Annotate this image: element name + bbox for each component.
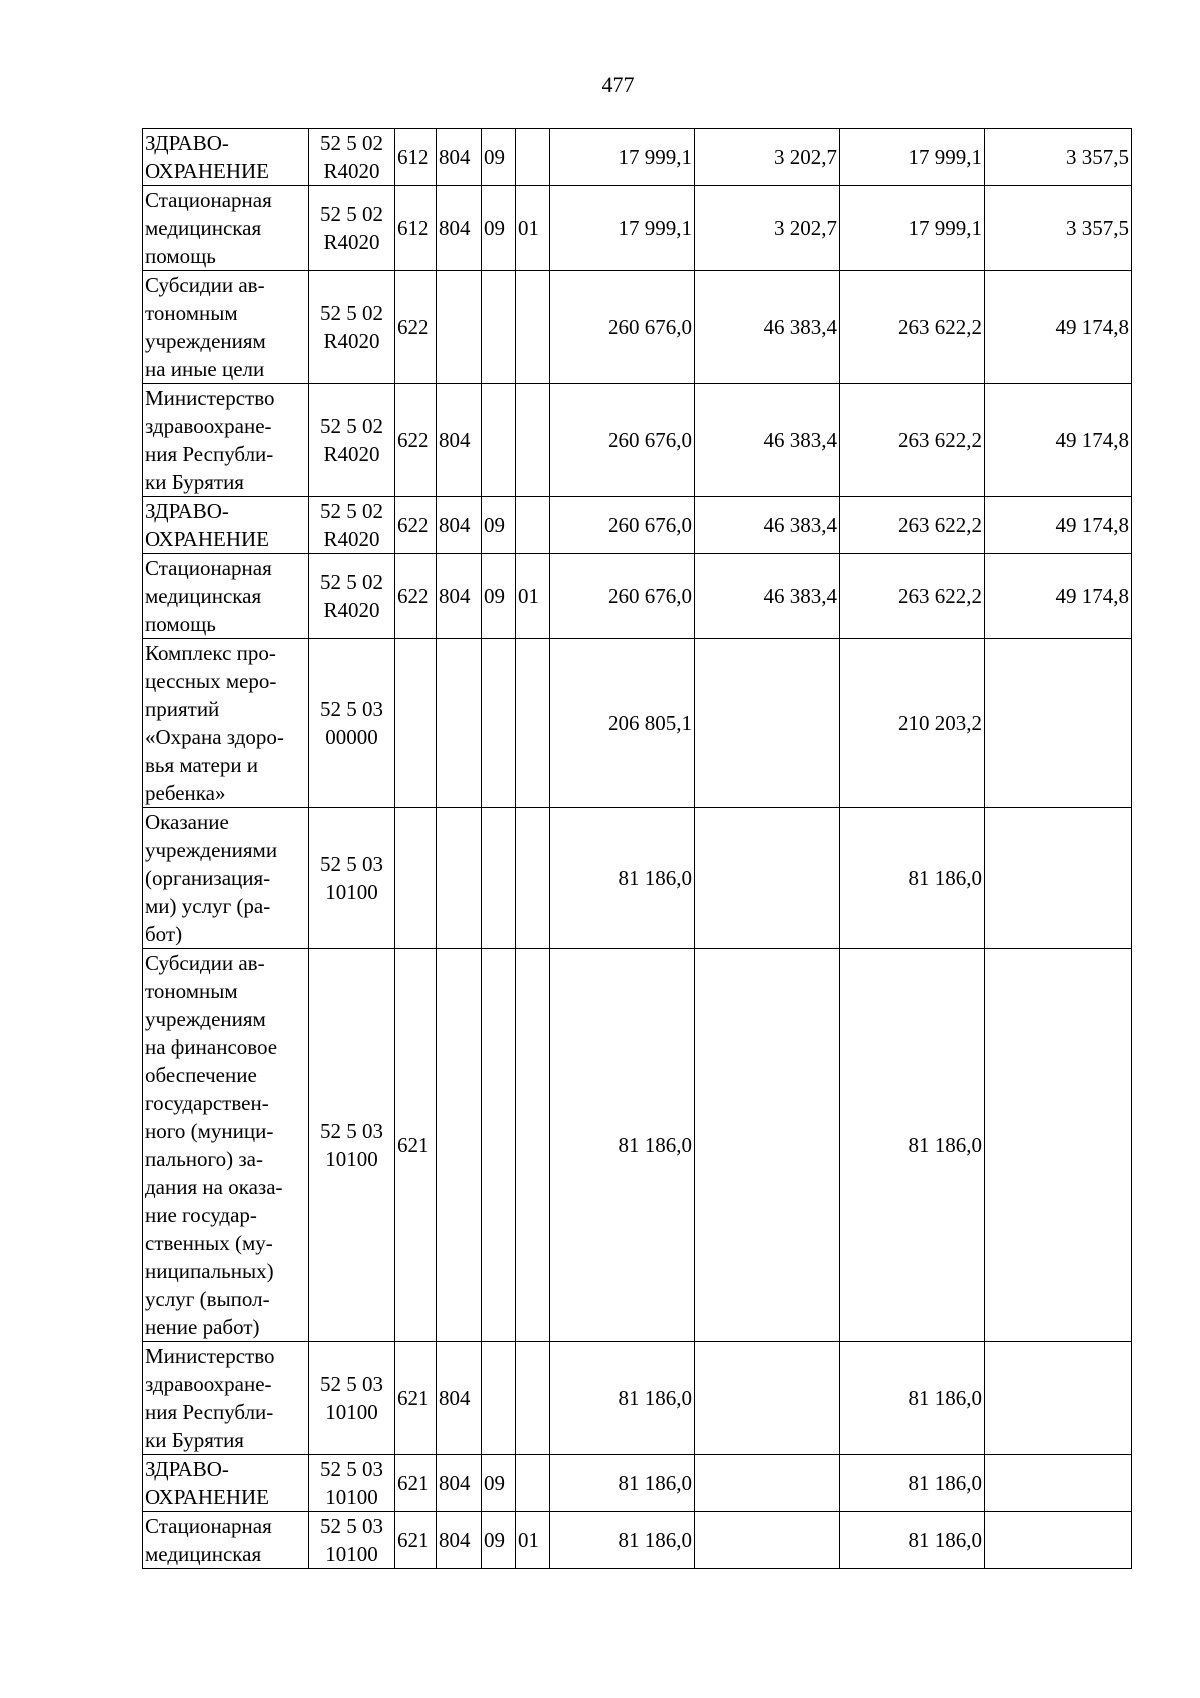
- amount-2: 46 383,4: [695, 271, 840, 384]
- table-row: [143, 186, 1132, 271]
- amount-1: 260 676,0: [550, 384, 695, 497]
- amount-2: 46 383,4: [695, 384, 840, 497]
- administrator-code: 804: [437, 186, 482, 271]
- amount-3: 81 186,0: [840, 808, 985, 949]
- section-code: [482, 384, 516, 497]
- expense-type-code: [395, 808, 437, 949]
- amount-4: 3 357,5: [985, 129, 1132, 186]
- amount-3: 17 999,1: [840, 129, 985, 186]
- amount-2: 46 383,4: [695, 554, 840, 639]
- amount-1: 17 999,1: [550, 129, 695, 186]
- expense-type-code: 622: [395, 271, 437, 384]
- table-row: [143, 1512, 1132, 1569]
- section-code: [482, 949, 516, 1342]
- amount-1: 81 186,0: [550, 949, 695, 1342]
- section-code: 09: [482, 129, 516, 186]
- section-code: [482, 639, 516, 808]
- table-row: [143, 949, 1132, 1342]
- amount-3: 263 622,2: [840, 384, 985, 497]
- amount-4: 49 174,8: [985, 497, 1132, 554]
- table-row: [143, 497, 1132, 554]
- row-name: Субсидии ав- тономным учреждениям на иные цели: [143, 271, 309, 384]
- table-row: [143, 639, 1132, 808]
- target-article-code: 52 5 03 00000: [309, 639, 395, 808]
- target-article-code: 52 5 02 R4020: [309, 271, 395, 384]
- section-code: 09: [482, 554, 516, 639]
- amount-1: 81 186,0: [550, 1342, 695, 1455]
- amount-1: 206 805,1: [550, 639, 695, 808]
- section-code: [482, 271, 516, 384]
- amount-2: [695, 1342, 840, 1455]
- amount-3: 263 622,2: [840, 497, 985, 554]
- subsection-code: [516, 271, 550, 384]
- expense-type-code: 621: [395, 1455, 437, 1512]
- administrator-code: [437, 271, 482, 384]
- administrator-code: 804: [437, 554, 482, 639]
- subsection-code: [516, 1455, 550, 1512]
- section-code: 09: [482, 186, 516, 271]
- amount-4: 3 357,5: [985, 186, 1132, 271]
- administrator-code: 804: [437, 384, 482, 497]
- table-row: [143, 384, 1132, 497]
- amount-4: 49 174,8: [985, 271, 1132, 384]
- subsection-code: 01: [516, 554, 550, 639]
- section-code: [482, 1342, 516, 1455]
- table-row: [143, 129, 1132, 186]
- expense-type-code: 621: [395, 1342, 437, 1455]
- table-row: [143, 271, 1132, 384]
- amount-4: [985, 1512, 1132, 1569]
- amount-3: 263 622,2: [840, 554, 985, 639]
- expense-type-code: 622: [395, 384, 437, 497]
- expense-type-code: 612: [395, 129, 437, 186]
- target-article-code: 52 5 02 R4020: [309, 554, 395, 639]
- subsection-code: [516, 129, 550, 186]
- table-row: [143, 1455, 1132, 1512]
- amount-1: 81 186,0: [550, 1512, 695, 1569]
- section-code: 09: [482, 1455, 516, 1512]
- amount-3: 210 203,2: [840, 639, 985, 808]
- target-article-code: 52 5 02 R4020: [309, 186, 395, 271]
- administrator-code: [437, 639, 482, 808]
- subsection-code: 01: [516, 1512, 550, 1569]
- target-article-code: 52 5 02 R4020: [309, 497, 395, 554]
- row-name: ЗДРАВО- ОХРАНЕНИЕ: [143, 497, 309, 554]
- administrator-code: 804: [437, 1455, 482, 1512]
- expense-type-code: 622: [395, 497, 437, 554]
- amount-4: [985, 1455, 1132, 1512]
- page-number: 477: [601, 72, 635, 97]
- target-article-code: 52 5 03 10100: [309, 949, 395, 1342]
- subsection-code: [516, 1342, 550, 1455]
- amount-4: 49 174,8: [985, 554, 1132, 639]
- administrator-code: 804: [437, 497, 482, 554]
- expense-type-code: 622: [395, 554, 437, 639]
- administrator-code: 804: [437, 1342, 482, 1455]
- subsection-code: [516, 949, 550, 1342]
- section-code: 09: [482, 1512, 516, 1569]
- expense-type-code: 621: [395, 1512, 437, 1569]
- subsection-code: [516, 497, 550, 554]
- amount-1: 260 676,0: [550, 554, 695, 639]
- row-name: Комплекс про- цессных меро- приятий «Охрана здоро- вья матери и ребенка»: [143, 639, 309, 808]
- amount-4: [985, 639, 1132, 808]
- target-article-code: 52 5 03 10100: [309, 1512, 395, 1569]
- amount-4: [985, 808, 1132, 949]
- row-name: ЗДРАВО- ОХРАНЕНИЕ: [143, 1455, 309, 1512]
- row-name: Оказание учреждениями (организация- ми) услуг (ра- бот): [143, 808, 309, 949]
- amount-3: 81 186,0: [840, 1342, 985, 1455]
- amount-2: 3 202,7: [695, 129, 840, 186]
- administrator-code: [437, 808, 482, 949]
- row-name: Министерство здравоохране- ния Республи- ки Бурятия: [143, 384, 309, 497]
- target-article-code: 52 5 02 R4020: [309, 384, 395, 497]
- table-row: [143, 1342, 1132, 1455]
- subsection-code: [516, 384, 550, 497]
- administrator-code: [437, 949, 482, 1342]
- row-name: ЗДРАВО- ОХРАНЕНИЕ: [143, 129, 309, 186]
- amount-3: 81 186,0: [840, 1455, 985, 1512]
- target-article-code: 52 5 03 10100: [309, 1342, 395, 1455]
- amount-1: 81 186,0: [550, 808, 695, 949]
- expense-type-code: 621: [395, 949, 437, 1342]
- row-name: Стационарная медицинская помощь: [143, 186, 309, 271]
- expense-type-code: 612: [395, 186, 437, 271]
- target-article-code: 52 5 02 R4020: [309, 129, 395, 186]
- section-code: 09: [482, 497, 516, 554]
- target-article-code: 52 5 03 10100: [309, 1455, 395, 1512]
- budget-table-body: [143, 129, 1132, 1569]
- table-row: [143, 554, 1132, 639]
- amount-1: 260 676,0: [550, 271, 695, 384]
- subsection-code: [516, 808, 550, 949]
- administrator-code: 804: [437, 129, 482, 186]
- budget-table: [142, 128, 1132, 1569]
- subsection-code: 01: [516, 186, 550, 271]
- row-name: Стационарная медицинская помощь: [143, 554, 309, 639]
- table-row: [143, 808, 1132, 949]
- amount-3: 81 186,0: [840, 1512, 985, 1569]
- row-name: Министерство здравоохране- ния Республи- ки Бурятия: [143, 1342, 309, 1455]
- amount-1: 260 676,0: [550, 497, 695, 554]
- row-name: Стационарная медицинская: [143, 1512, 309, 1569]
- amount-2: [695, 639, 840, 808]
- subsection-code: [516, 639, 550, 808]
- target-article-code: 52 5 03 10100: [309, 808, 395, 949]
- row-name: Субсидии ав- тономным учреждениям на финансовое обеспечение государствен- ного (муници- пального) за- дания на оказа- ние государ- ственных (му- ниципальных) услуг (выпол- нение работ): [143, 949, 309, 1342]
- administrator-code: 804: [437, 1512, 482, 1569]
- amount-2: [695, 949, 840, 1342]
- amount-2: [695, 1512, 840, 1569]
- amount-1: 17 999,1: [550, 186, 695, 271]
- amount-2: 46 383,4: [695, 497, 840, 554]
- amount-4: [985, 1342, 1132, 1455]
- amount-3: 263 622,2: [840, 271, 985, 384]
- section-code: [482, 808, 516, 949]
- amount-2: [695, 808, 840, 949]
- expense-type-code: [395, 639, 437, 808]
- amount-1: 81 186,0: [550, 1455, 695, 1512]
- amount-3: 17 999,1: [840, 186, 985, 271]
- amount-2: 3 202,7: [695, 186, 840, 271]
- amount-2: [695, 1455, 840, 1512]
- amount-4: 49 174,8: [985, 384, 1132, 497]
- amount-3: 81 186,0: [840, 949, 985, 1342]
- amount-4: [985, 949, 1132, 1342]
